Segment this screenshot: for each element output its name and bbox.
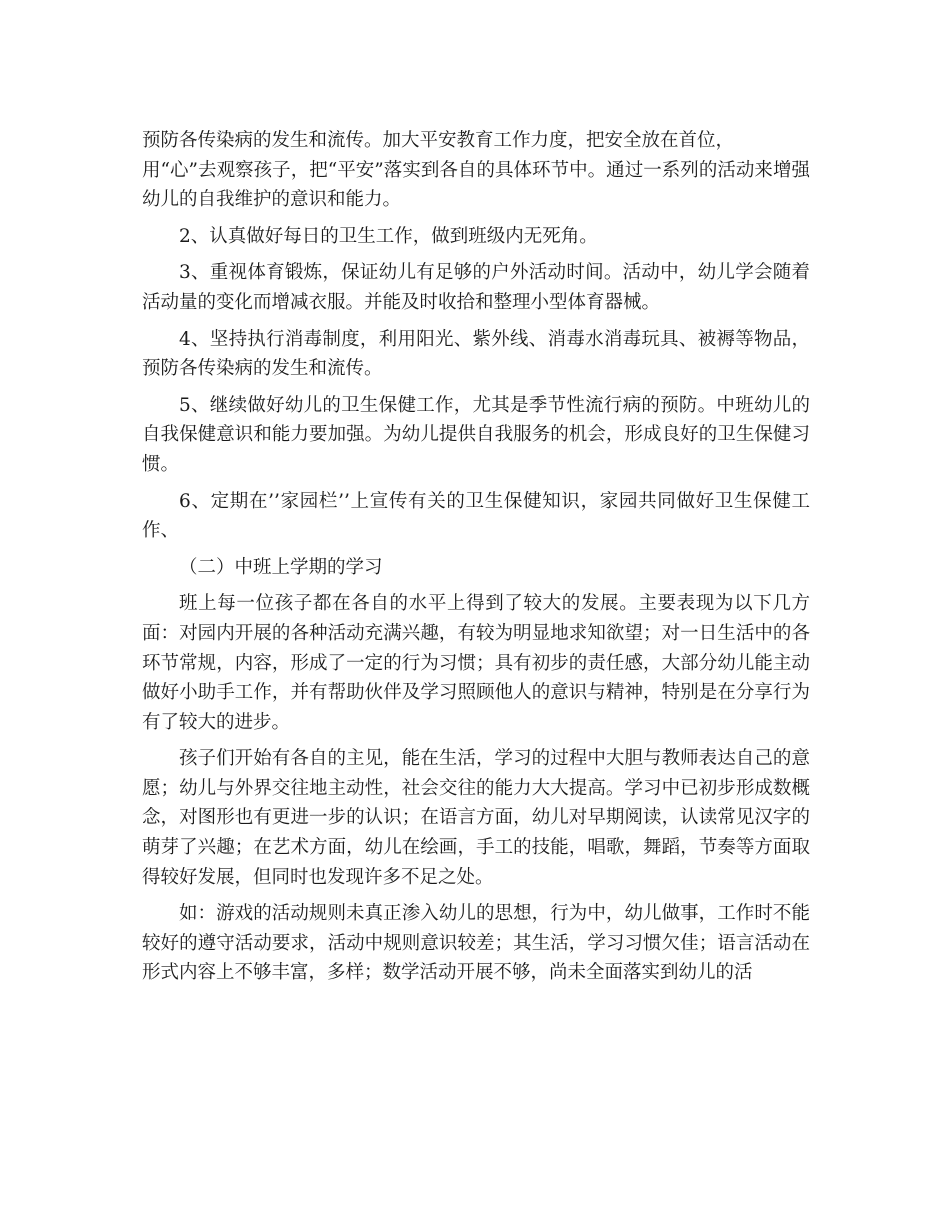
paragraph-development: 班上每一位孩子都在各自的水平上得到了较大的发展。主要表现为以下几方面：对园内开展的各种活动充满兴趣，有较为明显地求知欲望；对一日生活中的各环节常规，内容，形成了一定的行为习惯；具有初步的责任感，大部分幼儿能主动做好小助手工作，并有帮助伙伴及学习照顾他人的意识与精神，特别是在分享行为有了较大的进步。 (142, 593, 810, 733)
paragraph-line: 预防各传染病的发生和流传。加大平安教育工作力度，把安全放在首位， (142, 130, 735, 151)
document-body (142, 126, 810, 988)
paragraph-item-2: 2、认真做好每日的卫生工作，做到班级内无死角。 (179, 225, 598, 247)
section-heading: （二）中班上学期的学习 (179, 556, 383, 578)
paragraph-opinions: 孩子们开始有各自的主见，能在生活，学习的过程中大胆与教师表达自己的意愿；幼儿与外界交往地主动性，社会交往的能力大大提高。学习中已初步形成数概念，对图形也有更进一步的认识；在语言方面，幼儿对早期阅读，认读常见汉字的萌芽了兴趣；在艺术方面，幼儿在绘画，手工的技能，唱歌，舞蹈，节奏等方面取得较好发展，但同时也发现许多不足之处。 (142, 748, 810, 888)
paragraph-safety-education (142, 126, 810, 215)
paragraph-item-6: 6、定期在’’家园栏’’上宣传有关的卫生保健知识，家园共同做好卫生保健工作、 (142, 490, 810, 542)
paragraph-line: 用“心”去观察孩子，把“平安”落实到各自的具体环节中。通过一系列的活动来增强幼儿的自我维护的意识和能力。 (142, 159, 810, 211)
paragraph-item-3: 3、重视体育锻炼，保证幼儿有足够的户外活动时间。活动中，幼儿学会随着活动量的变化而增减衣服。并能及时收拾和整理小型体育器械。 (142, 262, 810, 313)
paragraph-item-4: 4、坚持执行消毒制度，利用阳光、紫外线、消毒水消毒玩具、被褥等物品，预防各传染病的发生和流传。 (142, 328, 810, 380)
paragraph-item-5: 5、继续做好幼儿的卫生保健工作，尤其是季节性流行病的预防。中班幼儿的自我保健意识和能力要加强。为幼儿提供自我服务的机会，形成良好的卫生保健习惯。 (142, 394, 810, 475)
paragraph-shortcomings: 如：游戏的活动规则未真正渗入幼儿的思想，行为中，幼儿做事，工作时不能较好的遵守活动要求，活动中规则意识较差；其生活，学习习惯欠佳；语言活动在形式内容上不够丰富，多样；数学活动开展不够，尚未全面落实到幼儿的活 (142, 903, 810, 984)
